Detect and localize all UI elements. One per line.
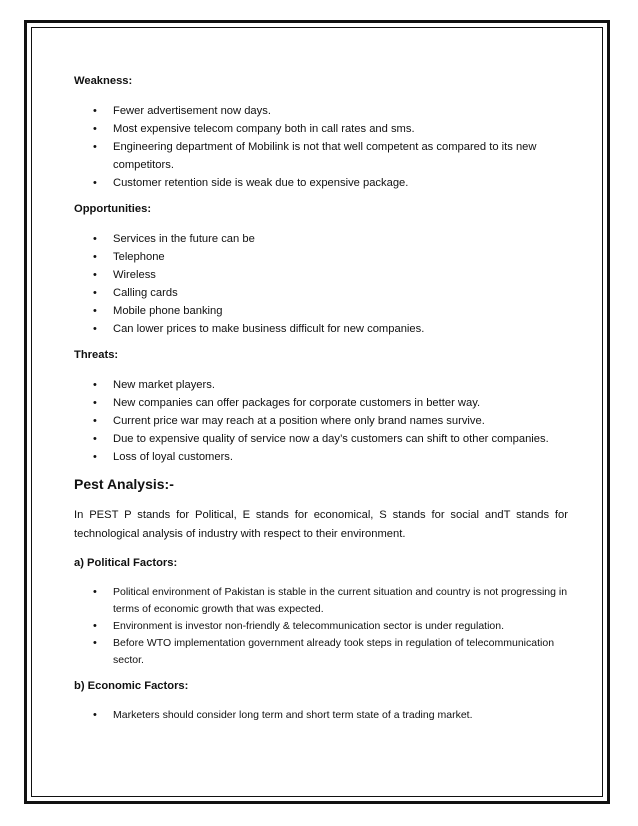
bullet-icon: • [93, 105, 97, 117]
list-item: • Mobile phone banking [74, 302, 568, 320]
bullet-icon: • [93, 397, 97, 409]
list-item: • Political environment of Pakistan is stable in the current situation and country is not progressing in terms of economic growth that was expected. [93, 586, 568, 615]
bullet-icon: • [93, 123, 97, 135]
pest-paragraph: In PEST P stands for Political, E stands for economical, S stands for social andT stands for technological analysis of industry with respect to their environment. [74, 509, 568, 540]
list-item: • Environment is investor non-friendly & telecommunication sector is under regulation. [74, 618, 568, 635]
opportunities-list [74, 230, 568, 338]
list-item: • Engineering department of Mobilink is not that well competent as compared to its new competitors. [74, 138, 568, 174]
threats-heading: Threats: [74, 349, 119, 361]
list-item: • Calling cards [74, 284, 568, 302]
economic-factors-list [74, 707, 568, 724]
bullet-icon: • [93, 269, 97, 281]
bullet-icon: • [93, 305, 97, 317]
bullet-icon: • [93, 433, 97, 445]
bullet-icon: • [93, 233, 97, 245]
bullet-icon: • [93, 709, 97, 721]
page-content [74, 72, 568, 732]
threats-list [74, 376, 568, 466]
list-item: • Most expensive telecom company both in call rates and sms. [74, 120, 568, 138]
list-item: • New market players. [74, 376, 568, 394]
bullet-icon: • [93, 637, 97, 649]
list-item: • Marketers should consider long term and short term state of a trading market. [74, 707, 568, 724]
bullet-icon: • [93, 287, 97, 299]
bullet-icon: • [93, 251, 97, 263]
bullet-icon: • [93, 451, 97, 463]
bullet-icon: • [93, 141, 97, 153]
list-item: • Wireless [74, 266, 568, 284]
bullet-icon: • [93, 177, 97, 189]
bullet-icon: • [93, 379, 97, 391]
bullet-icon: • [93, 415, 97, 427]
bullet-icon: • [93, 620, 97, 632]
list-item: • Fewer advertisement now days. [74, 102, 568, 120]
political-factors-list [74, 584, 568, 669]
list-item: • Customer retention side is weak due to expensive package. [74, 174, 568, 192]
opportunities-heading: Opportunities: [74, 203, 152, 215]
list-item: • Before WTO implementation government already took steps in regulation of telecommunication sector. [93, 637, 555, 666]
list-item: • Loss of loyal customers. [74, 448, 568, 466]
economic-factors-heading: b) Economic Factors: [74, 680, 189, 692]
bullet-icon: • [93, 586, 97, 598]
weakness-heading: Weakness: [74, 75, 133, 87]
list-item: • Due to expensive quality of service now a day’s customers can shift to other companies. [74, 430, 568, 448]
list-item: • Services in the future can be [74, 230, 568, 248]
list-item: • Telephone [74, 248, 568, 266]
list-item: • New companies can offer packages for corporate customers in better way. [74, 394, 568, 412]
bullet-icon: • [93, 323, 97, 335]
political-factors-heading: a) Political Factors: [74, 557, 178, 569]
list-item: • Can lower prices to make business difficult for new companies. [74, 320, 568, 338]
list-item: • Current price war may reach at a position where only brand names survive. [74, 412, 568, 430]
weakness-list [74, 102, 568, 192]
pest-analysis-heading: Pest Analysis:- [74, 476, 174, 492]
